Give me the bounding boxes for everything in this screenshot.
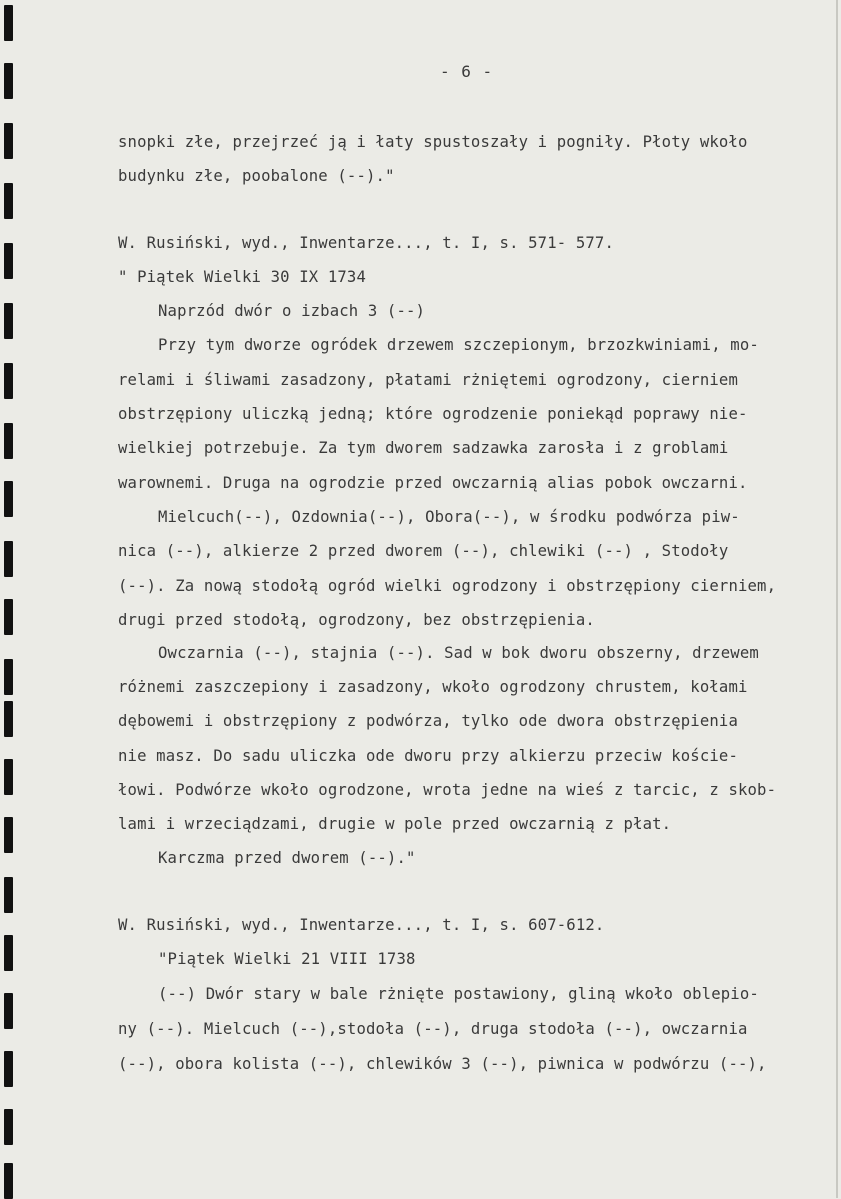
text-line: lami i wrzeciądzami, drugie w pole przed owczarnią z płat. xyxy=(118,815,672,833)
binding-holes xyxy=(4,0,14,1198)
text-line: dębowemi i obstrzępiony z podwórza, tylko ode dwora obstrzępienia xyxy=(118,712,738,730)
text-line: różnemi zaszczepiony i zasadzony, wkoło ogrodzony chrustem, kołami xyxy=(118,678,748,696)
binding-hole xyxy=(4,877,13,913)
binding-hole xyxy=(4,659,13,695)
text-line: obstrzępiony uliczką jedną; które ogrodzenie poniekąd poprawy nie- xyxy=(118,405,748,423)
binding-hole xyxy=(4,935,13,971)
binding-hole xyxy=(4,63,13,99)
binding-hole xyxy=(4,423,13,459)
text-line: (--) Dwór stary w bale rżnięte postawiony, gliną wkoło oblepio- xyxy=(158,985,759,1003)
binding-hole xyxy=(4,993,13,1029)
text-line: wielkiej potrzebuje. Za tym dworem sadzawka zarosła i z groblami xyxy=(118,439,729,457)
text-line: nie masz. Do sadu uliczka ode dworu przy alkierzu przeciw koście- xyxy=(118,747,738,765)
heading-line: " Piątek Wielki 30 IX 1734 xyxy=(118,268,366,286)
binding-hole xyxy=(4,1109,13,1145)
binding-hole xyxy=(4,183,13,219)
binding-hole xyxy=(4,701,13,737)
binding-hole xyxy=(4,599,13,635)
text-line: warownemi. Druga na ogrodzie przed owczarnią alias pobok owczarni. xyxy=(118,474,748,492)
text-line: (--), obora kolista (--), chlewików 3 (--), piwnica w podwórzu (--), xyxy=(118,1055,767,1073)
text-line: budynku złe, poobalone (--)." xyxy=(118,167,395,185)
page-edge xyxy=(836,0,838,1198)
binding-hole xyxy=(4,303,13,339)
citation-line: W. Rusiński, wyd., Inwentarze..., t. I, s. 571- 577. xyxy=(118,234,614,252)
text-line: Mielcuch(--), Ozdownia(--), Obora(--), w środku podwórza piw- xyxy=(158,508,740,526)
binding-hole xyxy=(4,1163,13,1199)
binding-hole xyxy=(4,817,13,853)
text-line: (--). Za nową stodołą ogród wielki ogrodzony i obstrzępiony cierniem, xyxy=(118,577,777,595)
text-line: Przy tym dworze ogródek drzewem szczepionym, brzozkwiniami, mo- xyxy=(158,336,759,354)
text-line: Naprzód dwór o izbach 3 (--) xyxy=(158,302,426,320)
text-line: drugi przed stodołą, ogrodzony, bez obstrzępienia. xyxy=(118,611,595,629)
text-line: łowi. Podwórze wkoło ogrodzone, wrota jedne na wieś z tarcic, z skob- xyxy=(118,781,777,799)
binding-hole xyxy=(4,363,13,399)
binding-hole xyxy=(4,541,13,577)
text-line: ny (--). Mielcuch (--),stodoła (--), druga stodoła (--), owczarnia xyxy=(118,1020,748,1038)
text-line: Karczma przed dworem (--)." xyxy=(158,849,416,867)
binding-hole xyxy=(4,243,13,279)
page-number: - 6 - xyxy=(440,62,494,81)
text-line: relami i śliwami zasadzony, płatami rżniętemi ogrodzony, cierniem xyxy=(118,371,738,389)
text-line: snopki złe, przejrzeć ją i łaty spustoszały i pogniły. Płoty wkoło xyxy=(118,133,748,151)
text-line: Owczarnia (--), stajnia (--). Sad w bok dworu obszerny, drzewem xyxy=(158,644,759,662)
binding-hole xyxy=(4,1051,13,1087)
text-line: nica (--), alkierze 2 przed dworem (--), chlewiki (--) , Stodoły xyxy=(118,542,729,560)
heading-line: "Piątek Wielki 21 VIII 1738 xyxy=(158,950,416,968)
binding-hole xyxy=(4,759,13,795)
binding-hole xyxy=(4,481,13,517)
binding-hole xyxy=(4,5,13,41)
binding-hole xyxy=(4,123,13,159)
citation-line: W. Rusiński, wyd., Inwentarze..., t. I, s. 607-612. xyxy=(118,916,605,934)
